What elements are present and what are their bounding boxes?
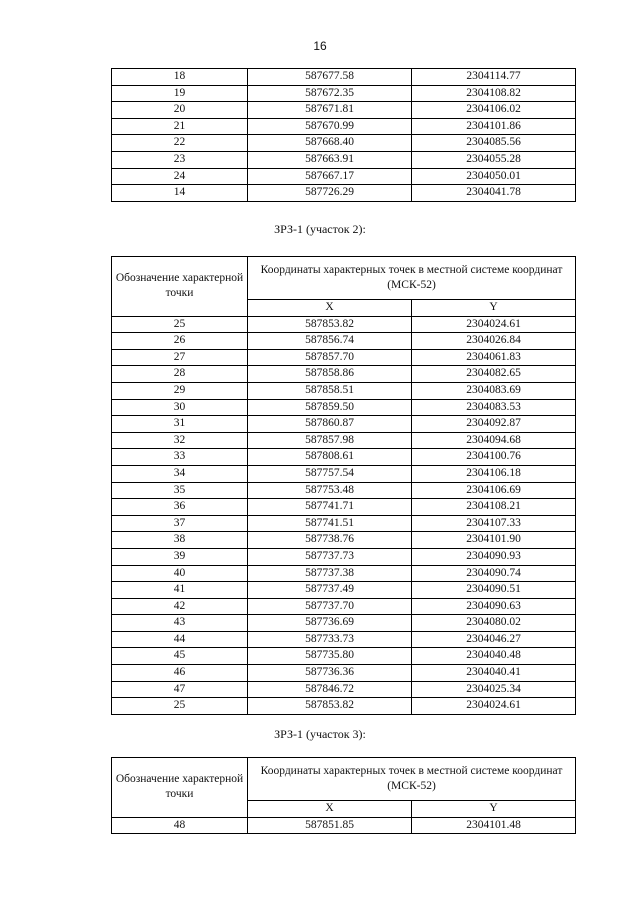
y-coordinate-cell: 2304041.78 — [412, 185, 576, 202]
coordinates-table-part1 — [111, 68, 576, 202]
x-coordinate-cell: 587672.35 — [248, 85, 412, 102]
table-row — [112, 432, 576, 449]
point-id-cell: 46 — [112, 665, 248, 682]
table-row — [112, 168, 576, 185]
point-id-cell: 14 — [112, 185, 248, 202]
y-coordinate-cell: 2304082.65 — [412, 366, 576, 383]
y-coordinate-cell: 2304055.28 — [412, 151, 576, 168]
y-coordinate-cell: 2304101.48 — [412, 817, 576, 834]
x-coordinate-cell: 587858.86 — [248, 366, 412, 383]
table-row — [112, 333, 576, 350]
table-row — [112, 151, 576, 168]
y-coordinate-cell: 2304108.82 — [412, 85, 576, 102]
table-row — [112, 482, 576, 499]
y-coordinate-cell: 2304024.61 — [412, 698, 576, 715]
x-coordinate-cell: 587667.17 — [248, 168, 412, 185]
table-row — [112, 698, 576, 715]
table-row — [112, 118, 576, 135]
y-coordinate-cell: 2304025.34 — [412, 681, 576, 698]
x-coordinate-cell: 587753.48 — [248, 482, 412, 499]
y-coordinate-cell: 2304090.74 — [412, 565, 576, 582]
x-coordinate-cell: 587859.50 — [248, 399, 412, 416]
x-coordinate-cell: 587737.38 — [248, 565, 412, 582]
x-coordinate-cell: 587733.73 — [248, 631, 412, 648]
coordinates-table-part2 — [111, 256, 576, 715]
header-y: Y — [412, 300, 576, 317]
y-coordinate-cell: 2304083.53 — [412, 399, 576, 416]
y-coordinate-cell: 2304100.76 — [412, 449, 576, 466]
y-coordinate-cell: 2304092.87 — [412, 416, 576, 433]
point-id-cell: 21 — [112, 118, 248, 135]
x-coordinate-cell: 587757.54 — [248, 465, 412, 482]
x-coordinate-cell: 587735.80 — [248, 648, 412, 665]
y-coordinate-cell: 2304090.51 — [412, 582, 576, 599]
y-coordinate-cell: 2304046.27 — [412, 631, 576, 648]
point-id-cell: 26 — [112, 333, 248, 350]
x-coordinate-cell: 587741.51 — [248, 515, 412, 532]
table-row — [112, 185, 576, 202]
x-coordinate-cell: 587677.58 — [248, 69, 412, 86]
x-coordinate-cell: 587736.36 — [248, 665, 412, 682]
point-id-cell: 42 — [112, 598, 248, 615]
y-coordinate-cell: 2304040.41 — [412, 665, 576, 682]
y-coordinate-cell: 2304101.86 — [412, 118, 576, 135]
x-coordinate-cell: 587738.76 — [248, 532, 412, 549]
point-id-cell: 24 — [112, 168, 248, 185]
y-coordinate-cell: 2304085.56 — [412, 135, 576, 152]
x-coordinate-cell: 587846.72 — [248, 681, 412, 698]
point-id-cell: 47 — [112, 681, 248, 698]
section-caption-3: ЗРЗ-1 (участок 3): — [274, 727, 366, 741]
x-coordinate-cell: 587856.74 — [248, 333, 412, 350]
x-coordinate-cell: 587853.82 — [248, 698, 412, 715]
y-coordinate-cell: 2304061.83 — [412, 349, 576, 366]
point-id-cell: 40 — [112, 565, 248, 582]
point-id-cell: 23 — [112, 151, 248, 168]
table-row — [112, 449, 576, 466]
point-id-cell: 33 — [112, 449, 248, 466]
point-id-cell: 43 — [112, 615, 248, 632]
y-coordinate-cell: 2304024.61 — [412, 316, 576, 333]
coordinates-table-part3 — [111, 757, 576, 834]
point-id-cell: 28 — [112, 366, 248, 383]
point-id-cell: 31 — [112, 416, 248, 433]
header-x: X — [248, 300, 412, 317]
y-coordinate-cell: 2304090.93 — [412, 548, 576, 565]
x-coordinate-cell: 587853.82 — [248, 316, 412, 333]
x-coordinate-cell: 587851.85 — [248, 817, 412, 834]
y-coordinate-cell: 2304094.68 — [412, 432, 576, 449]
header-point-designation: Обозначение характерной точки — [112, 758, 248, 818]
point-id-cell: 22 — [112, 135, 248, 152]
x-coordinate-cell: 587737.70 — [248, 598, 412, 615]
y-coordinate-cell: 2304108.21 — [412, 499, 576, 516]
y-coordinate-cell: 2304050.01 — [412, 168, 576, 185]
point-id-cell: 38 — [112, 532, 248, 549]
table-row — [112, 532, 576, 549]
x-coordinate-cell: 587860.87 — [248, 416, 412, 433]
table-row — [112, 681, 576, 698]
table-row — [112, 499, 576, 516]
table-row — [112, 598, 576, 615]
point-id-cell: 36 — [112, 499, 248, 516]
point-id-cell: 25 — [112, 316, 248, 333]
table-row — [112, 582, 576, 599]
x-coordinate-cell: 587671.81 — [248, 102, 412, 119]
y-coordinate-cell: 2304101.90 — [412, 532, 576, 549]
table-row — [112, 548, 576, 565]
point-id-cell: 32 — [112, 432, 248, 449]
x-coordinate-cell: 587741.71 — [248, 499, 412, 516]
table-body — [112, 316, 576, 714]
table-row — [112, 69, 576, 86]
x-coordinate-cell: 587668.40 — [248, 135, 412, 152]
table-row — [112, 85, 576, 102]
table-row — [112, 102, 576, 119]
point-id-cell: 29 — [112, 382, 248, 399]
point-id-cell: 45 — [112, 648, 248, 665]
table-row — [112, 631, 576, 648]
x-coordinate-cell: 587858.51 — [248, 382, 412, 399]
table-row — [112, 665, 576, 682]
x-coordinate-cell: 587737.49 — [248, 582, 412, 599]
point-id-cell: 30 — [112, 399, 248, 416]
x-coordinate-cell: 587736.69 — [248, 615, 412, 632]
point-id-cell: 27 — [112, 349, 248, 366]
point-id-cell: 25 — [112, 698, 248, 715]
point-id-cell: 41 — [112, 582, 248, 599]
table-body — [112, 817, 576, 834]
point-id-cell: 44 — [112, 631, 248, 648]
table-row — [112, 316, 576, 333]
table-row — [112, 399, 576, 416]
x-coordinate-cell: 587857.70 — [248, 349, 412, 366]
y-coordinate-cell: 2304106.69 — [412, 482, 576, 499]
section-caption-2: ЗРЗ-1 (участок 2): — [274, 222, 366, 236]
x-coordinate-cell: 587737.73 — [248, 548, 412, 565]
point-id-cell: 20 — [112, 102, 248, 119]
table-row — [112, 817, 576, 834]
table-row — [112, 648, 576, 665]
x-coordinate-cell: 587808.61 — [248, 449, 412, 466]
header-point-designation: Обозначение характерной точки — [112, 257, 248, 317]
x-coordinate-cell: 587663.91 — [248, 151, 412, 168]
y-coordinate-cell: 2304040.48 — [412, 648, 576, 665]
point-id-cell: 37 — [112, 515, 248, 532]
table-row — [112, 135, 576, 152]
header-y: Y — [412, 801, 576, 818]
page-number: 16 — [313, 39, 327, 53]
y-coordinate-cell: 2304083.69 — [412, 382, 576, 399]
header-coordinates: Координаты характерных точек в местной системе координат (МСК-52) — [248, 257, 576, 300]
y-coordinate-cell: 2304106.02 — [412, 102, 576, 119]
table-row — [112, 515, 576, 532]
table-row — [112, 349, 576, 366]
point-id-cell: 39 — [112, 548, 248, 565]
y-coordinate-cell: 2304114.77 — [412, 69, 576, 86]
y-coordinate-cell: 2304090.63 — [412, 598, 576, 615]
table-row — [112, 615, 576, 632]
point-id-cell: 34 — [112, 465, 248, 482]
point-id-cell: 35 — [112, 482, 248, 499]
y-coordinate-cell: 2304026.84 — [412, 333, 576, 350]
y-coordinate-cell: 2304106.18 — [412, 465, 576, 482]
point-id-cell: 18 — [112, 69, 248, 86]
header-coordinates: Координаты характерных точек в местной системе координат (МСК-52) — [248, 758, 576, 801]
table-row — [112, 366, 576, 383]
table-row — [112, 465, 576, 482]
header-x: X — [248, 801, 412, 818]
x-coordinate-cell: 587857.98 — [248, 432, 412, 449]
table-row — [112, 416, 576, 433]
table-row — [112, 382, 576, 399]
y-coordinate-cell: 2304080.02 — [412, 615, 576, 632]
x-coordinate-cell: 587726.29 — [248, 185, 412, 202]
point-id-cell: 19 — [112, 85, 248, 102]
x-coordinate-cell: 587670.99 — [248, 118, 412, 135]
y-coordinate-cell: 2304107.33 — [412, 515, 576, 532]
point-id-cell: 48 — [112, 817, 248, 834]
table-row — [112, 565, 576, 582]
table-body — [112, 69, 576, 202]
